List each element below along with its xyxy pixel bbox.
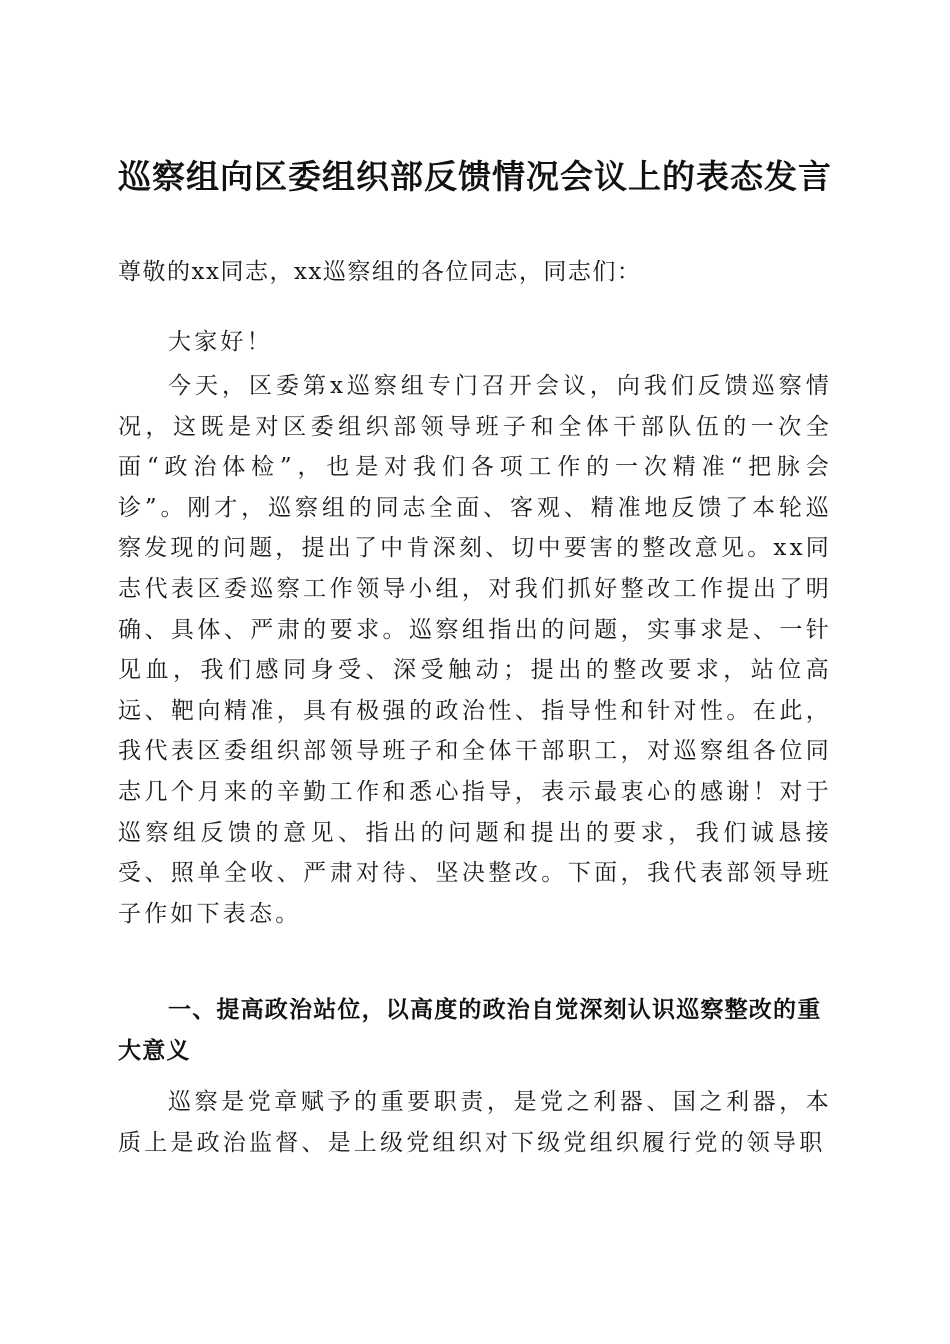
document-title: 巡察组向区委组织部反馈情况会议上的表态发言 xyxy=(118,157,832,197)
salutation: 尊敬的xx同志，xx巡察组的各位同志，同志们： xyxy=(118,259,642,285)
body-paragraph: 巡察是党章赋予的重要职责，是党之利器、国之利器，本质上是政治监督、是上级党组织对下级党组织履行党的领导职 xyxy=(118,1089,832,1156)
body-paragraph: 今天，区委第x巡察组专门召开会议，向我们反馈巡察情况，这既是对区委组织部领导班子和全体干部队伍的一次全面“政治体检”，也是对我们各项工作的一次精准“把脉会诊”。刚才，巡察组的同志全面、客观、精准地反馈了本轮巡察发现的问题，提出了中肯深刻、切中要害的整改意见。xx同志代表区委巡察工作领导小组，对我们抓好整改工作提出了明确、具体、严肃的要求。巡察组指出的问题，实事求是、一针见血，我们感同身受、深受触动；提出的整改要求，站位高远、靶向精准，具有极强的政治性、指导性和针对性。在此，我代表区委组织部领导班子和全体干部职工，对巡察组各位同志几个月来的辛勤工作和悉心指导，表示最衷心的感谢！对于巡察组反馈的意见、指出的问题和提出的要求，我们诚恳接受、照单全收、严肃对待、坚决整改。下面，我代表部领导班子作如下表态。 xyxy=(118,373,832,927)
greeting: 大家好！ xyxy=(168,329,273,355)
section-heading: 一、提高政治站位，以高度的政治自觉深刻认识巡察整改的重大意义 xyxy=(118,997,822,1064)
